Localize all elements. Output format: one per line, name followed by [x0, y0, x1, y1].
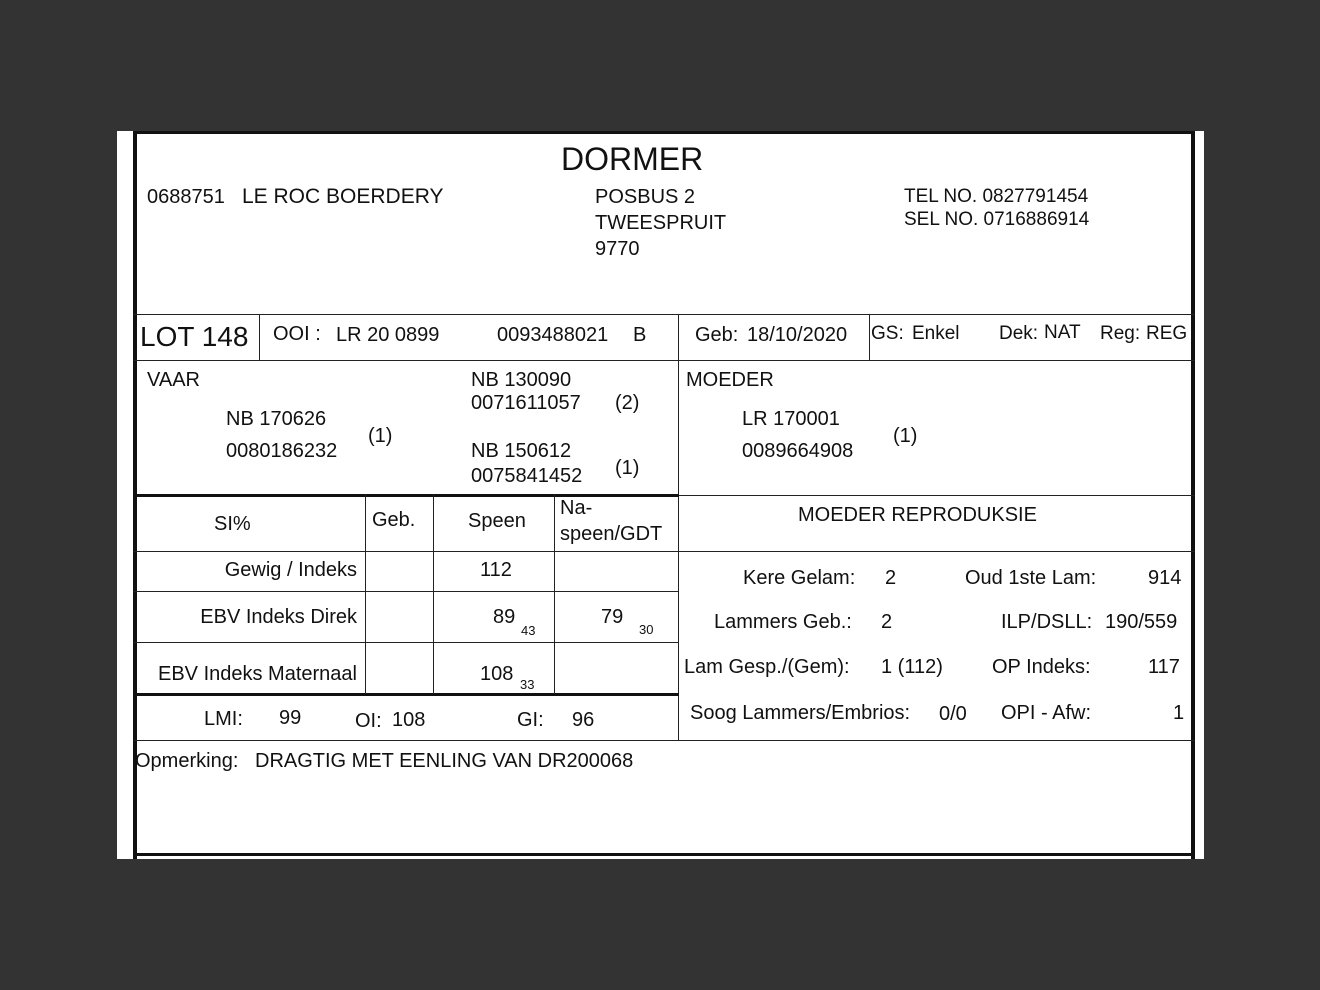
index-col-geb — [365, 494, 366, 694]
vaar-dam-reg-no: 0075841452 — [471, 465, 583, 487]
gs-label: GS: — [871, 323, 904, 344]
speen-accuracy: 43 — [521, 623, 536, 638]
vaar-id: NB 170626 — [226, 408, 327, 430]
index-col-speen — [433, 494, 434, 694]
oi-value: 108 — [392, 709, 426, 731]
vaar-sire-id: NB 130090 — [471, 369, 572, 391]
soog-lammers-label: Soog Lammers/Embrios: — [690, 702, 911, 724]
index-table-bottom — [133, 693, 679, 696]
repro-title: MOEDER REPRODUKSIE — [798, 504, 1037, 526]
ilp-dsll-value: 190/559 — [1105, 611, 1178, 633]
speen-value: 112 — [480, 559, 512, 581]
frame-bottom — [133, 853, 1195, 856]
oud-1ste-lam-value: 914 — [1148, 567, 1182, 589]
naspeen-header-line2: speen/GDT — [560, 523, 663, 545]
remark-label: Opmerking: — [135, 750, 239, 772]
op-indeks-value: 117 — [1148, 656, 1180, 678]
naspeen-header-line1: Na- — [560, 497, 593, 519]
vaar-dam-id: NB 150612 — [471, 440, 572, 462]
vaar-reg-no: 0080186232 — [226, 440, 338, 462]
remark-top-line — [133, 740, 1195, 741]
ooi-label: OOI : — [273, 323, 321, 345]
lot-row-bottom-line — [133, 360, 1195, 361]
lammers-geb-value: 2 — [881, 611, 893, 633]
geb-divider — [678, 314, 679, 360]
gs-divider — [869, 314, 870, 360]
geb-label: Geb: — [695, 324, 739, 346]
moeder-id: LR 170001 — [742, 408, 840, 430]
ooi-id: LR 20 0899 — [336, 324, 440, 346]
address-line-2: TWEESPRUIT — [595, 212, 727, 234]
ilp-dsll-label: ILP/DSLL: — [1001, 611, 1093, 633]
moeder-count: (1) — [893, 425, 918, 447]
oud-1ste-lam-label: Oud 1ste Lam: — [965, 567, 1097, 589]
reg-label: Reg: — [1100, 323, 1141, 344]
index-row2-line — [133, 642, 679, 643]
lam-gesp-label: Lam Gesp./(Gem): — [684, 656, 850, 678]
naspeen-accuracy: 30 — [639, 622, 654, 637]
lmi-label: LMI: — [204, 708, 243, 730]
remark-text: DRAGTIG MET EENLING VAN DR200068 — [255, 750, 634, 772]
speen-value: 89 — [493, 606, 516, 628]
breed-title: DORMER — [561, 141, 704, 177]
kere-gelam-label: Kere Gelam: — [743, 567, 856, 589]
index-row-label: Gewig / Indeks — [224, 559, 357, 581]
vaar-count: (1) — [368, 425, 393, 447]
speen-header: Speen — [468, 510, 526, 532]
vaar-dam-count: (1) — [615, 457, 640, 479]
lmi-value: 99 — [279, 707, 302, 729]
lot-number: LOT 148 — [140, 321, 249, 352]
index-table-top — [133, 494, 679, 497]
ooi-reg-no: 0093488021 — [497, 324, 609, 346]
gi-value: 96 — [572, 709, 595, 731]
ooi-reg-suffix: B — [633, 324, 647, 346]
tel-number: TEL NO. 0827791454 — [904, 186, 1089, 207]
kere-gelam-value: 2 — [885, 567, 897, 589]
lot-divider — [259, 314, 260, 360]
vaar-sire-reg-no: 0071611057 — [471, 392, 581, 414]
frame-top — [133, 131, 1195, 134]
sel-number: SEL NO. 0716886914 — [904, 209, 1090, 230]
reg-value: REG — [1146, 323, 1188, 344]
lot-row-top-line — [133, 314, 1195, 315]
lammers-geb-label: Lammers Geb.: — [714, 611, 852, 633]
si-percent-header: SI% — [214, 513, 251, 535]
op-indeks-label: OP Indeks: — [992, 656, 1091, 678]
index-row-label: EBV Indeks Maternaal — [158, 663, 357, 685]
gs-value: Enkel — [912, 323, 960, 344]
opi-afw-value: 1 — [1173, 702, 1185, 724]
gi-label: GI: — [517, 709, 544, 731]
repro-title-line — [679, 551, 1195, 552]
lam-gesp-value: 1 (112) — [881, 656, 943, 678]
index-col-naspeen — [554, 494, 555, 694]
geb-value: 18/10/2020 — [747, 324, 848, 346]
address-line-3: 9770 — [595, 238, 640, 260]
index-header-line — [133, 551, 679, 552]
speen-accuracy: 33 — [520, 677, 535, 692]
moeder-label: MOEDER — [686, 369, 774, 391]
lot-card — [117, 131, 1204, 859]
address-line-1: POSBUS 2 — [595, 186, 696, 208]
owner-name: LE ROC BOERDERY — [242, 185, 444, 208]
index-row1-line — [133, 591, 679, 592]
owner-id: 0688751 — [147, 186, 225, 208]
vaar-sire-count: (2) — [615, 392, 640, 414]
moeder-reg-no: 0089664908 — [742, 440, 854, 462]
dek-label: Dek: — [999, 323, 1039, 344]
index-row-label: EBV Indeks Direk — [200, 606, 357, 628]
oi-label: OI: — [355, 710, 382, 732]
dek-value: NAT — [1044, 322, 1081, 343]
repro-top-line — [679, 495, 1195, 496]
naspeen-value: 79 — [601, 606, 624, 628]
opi-afw-label: OPI - Afw: — [1001, 702, 1092, 724]
vaar-label: VAAR — [147, 369, 200, 391]
soog-lammers-value: 0/0 — [939, 703, 967, 725]
speen-value: 108 — [480, 663, 514, 685]
geb-header: Geb. — [372, 509, 416, 531]
